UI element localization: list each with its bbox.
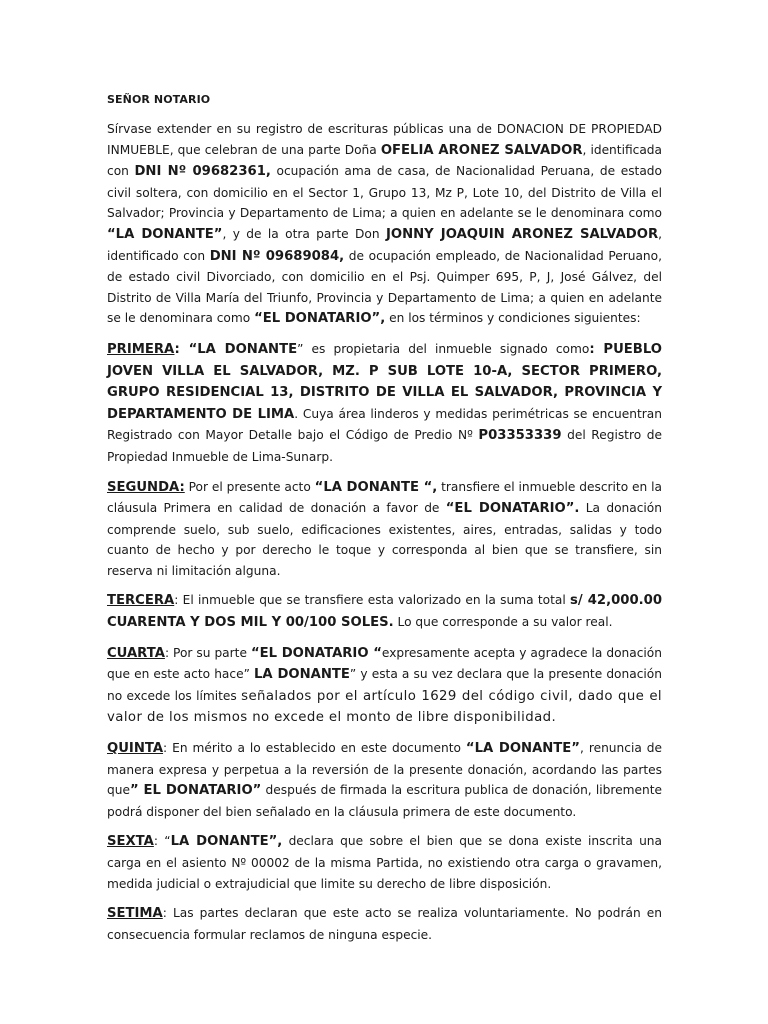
text-run: declara que sobre el bien que se dona existe inscrita una carga en el asiento Nº 00002 de la misma Partida, no existiendo otra carga o gravamen, medida judicial o extrajudicial que limite su derecho de libre disposición. [107, 834, 663, 891]
text-run: transfiere el inmueble descrito en la cláusula Primera en calidad de donación a favor de [107, 479, 662, 516]
text-run: : “ [153, 834, 171, 849]
text-run: La donación comprende suelo, sub suelo, edificaciones existentes, aires, entradas, salidas y todo cuanto de hecho y por derecho le toque y corresponda al bien que se transfiere, sin reserva ni limitación alguna. [107, 501, 662, 578]
text-run: , y de la otra parte Don [222, 226, 386, 241]
clause-label: TERCERA [107, 593, 175, 609]
clause-label: PRIMERA [107, 341, 175, 357]
text-run: de ocupación empleado, de Nacionalidad Peruano, de estado civil Divorciado, con domicilio en el Psj. Quimper 695, P, J, José Gálvez, del Distrito de Villa María del Triunfo, Provincia y Departamento de Lima; a quien en adelante se le denominara como [107, 248, 662, 326]
clause-label: SETIMA [107, 906, 163, 922]
text-run: Sírvase extender en su registro de escrituras públicas una de DONACION DE PROPIEDAD INMUEBLE, que celebran de una parte Doña [107, 122, 662, 157]
clause-setima [107, 903, 662, 945]
text-run: ocupación ama de casa, de Nacionalidad Peruana, de estado civil soltera, con domicilio en el Sector 1, Grupo 13, Mz P, Lote 10, del Distrito de Villa el Salvador; Provincia y Departamento de Lima; a quien en adelante se le denominara como [107, 164, 662, 221]
clause-label: SEXTA [107, 834, 154, 850]
text-run: después de firmada la escritura publica de donación, libremente podrá disponer del bien señalado en la cláusula primera de este documento. [107, 783, 662, 819]
la-donante-term: LA DONANTE [254, 667, 350, 683]
text-run: Por el presente acto [184, 479, 315, 494]
intro-paragraph [107, 119, 662, 330]
clause-segunda [107, 477, 662, 582]
text-run: ” y esta a su vez declara que la presente donación no excede los límites [107, 667, 662, 703]
text-run: : Por su parte [164, 645, 251, 660]
document-heading: SEÑOR NOTARIO [107, 93, 211, 106]
la-donante-term: “LA DONANTE” [107, 226, 223, 242]
clause-quinta [107, 738, 662, 822]
text-run: , renuncia de manera expresa y perpetua a la reversión de la presente donación, acordando las partes que [107, 741, 662, 798]
la-donante-term: “LA DONANTE” [465, 741, 580, 757]
donation-amount: s/ 42,000.00 CUARENTA Y DOS MIL Y 00/100 SOLES. [107, 593, 662, 631]
text-run: : En mérito a lo establecido en este documento [163, 741, 466, 756]
la-donante-term: “LA DONANTE “, [314, 479, 438, 495]
text-run: : Las partes declaran que este acto se realiza voluntariamente. No podrán en consecuencia formular reclamos de ninguna especie. [107, 906, 662, 942]
clause-primera [107, 339, 662, 468]
clause-tercera [107, 590, 662, 633]
el-donatario-term: “EL DONATARIO”. [445, 501, 580, 517]
donatario-name: JONNY JOAQUIN ARONEZ SALVADOR [385, 226, 659, 242]
el-donatario-term: “EL DONATARIO “ [250, 645, 382, 661]
donante-name: OFELIA ARONEZ SALVADOR [380, 142, 583, 158]
la-donante-term: LA DONANTE”, [170, 834, 283, 850]
text-run: . Cuya área linderos y medidas perimétricas se encuentran Registrado con Mayor Detalle bajo el Código de Predio Nº [107, 406, 662, 443]
clause-label: QUINTA [107, 741, 164, 757]
property-address: : PUEBLO JOVEN VILLA EL SALVADOR, MZ. P SUB LOTE 10-A, SECTOR PRIMERO, GRUPO RESIDENCIAL 13, DISTRITO DE VILLA EL SALVADOR, PROVINCIA Y DEPARTAMENTO DE LIMA [107, 341, 662, 422]
text-run: ” es propietaria del inmueble signado como [297, 341, 590, 356]
text-run: en los términos y condiciones siguientes: [385, 311, 641, 326]
text-run-large: señalados por el artículo 1629 del código civil, dado que el valor de los mismos no excede el monto de libre disponibilidad. [107, 688, 662, 726]
text-run: , identificada con [107, 142, 663, 179]
clause-sexta [107, 831, 662, 894]
donante-dni: DNI Nº 09682361, [134, 164, 271, 180]
clause-label: CUARTA [107, 645, 165, 661]
clause-cuarta [107, 643, 662, 729]
la-donante-term: “LA DONANTE [188, 341, 298, 357]
text-run: , identificado con [107, 226, 662, 263]
text-run: Lo que corresponde a su valor real. [393, 615, 613, 630]
el-donatario-term: ” EL DONATARIO” [129, 783, 262, 799]
document-body [107, 93, 662, 945]
text-run: : [174, 341, 189, 357]
text-run: expresamente acepta y agradece la donación que en este acto hace” [107, 645, 662, 682]
donatario-dni: DNI Nº 09689084, [209, 248, 345, 264]
text-run: : El inmueble que se transfiere esta valorizado en la suma total [174, 593, 571, 608]
clause-label: SEGUNDA: [107, 479, 185, 495]
text-run: del Registro de Propiedad Inmueble de Lima-Sunarp. [107, 428, 662, 464]
predio-code: P03353339 [478, 428, 562, 444]
el-donatario-term: “EL DONATARIO”, [254, 311, 386, 327]
